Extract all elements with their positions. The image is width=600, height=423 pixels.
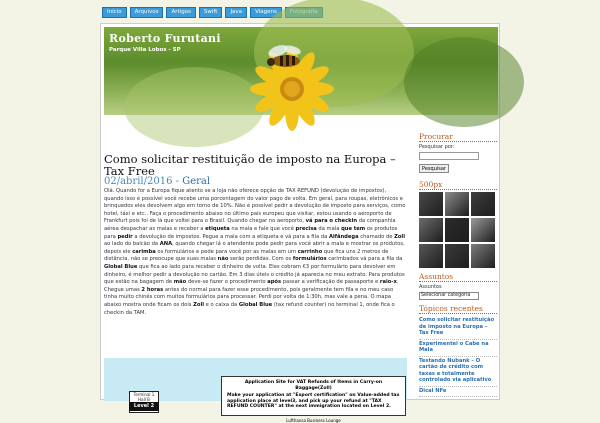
nav-tab[interactable]: Artigos [166, 7, 195, 18]
infographic-heading: Application Site for VAT Refunds of Items in Carry-on Baggage(Zoll) [244, 380, 383, 391]
post-body-bold: Alfândega [328, 233, 359, 240]
subjects-heading: Assuntos [419, 272, 497, 282]
post-meta [104, 176, 210, 187]
photo-thumbnail[interactable] [471, 192, 495, 216]
nav-tab[interactable]: Arquivos [130, 7, 164, 18]
category-select-value: Selecionar categoria [421, 293, 471, 298]
recent-post-link[interactable]: Experimentei o Cabe na Mala [419, 340, 497, 357]
photo-thumbnail[interactable] [471, 244, 495, 268]
photo-thumbnail[interactable] [471, 218, 495, 242]
post-body-text: que fica uns 2 metros de distância, não se preocupe que suas malas [104, 248, 389, 263]
post-body-text: . Chegue umas [104, 279, 399, 293]
post-body-bold: Zoll [193, 301, 205, 308]
post-body-bold: mão [173, 279, 187, 286]
post-body-text: a devolução de impostos. Pegue a mala com a etiqueta e vá para a fila da [132, 233, 329, 240]
post-body-text: da mala [316, 225, 342, 232]
recent-post-link[interactable]: Dical NFe [419, 387, 497, 398]
post-body-text: passar a verificação de passaporte e [281, 279, 380, 286]
post-body [104, 188, 407, 317]
page-frame [100, 23, 500, 423]
post-body-text: antes do normal para fazer esse procedimento, pois geralmente tem fila e no meu caso tinha muito chinês com muitos formulários para processar. Perdi por volta de 1:30h, mas vale a pena. O mapa abaixo mostra onde ficam os dois [104, 286, 394, 308]
post-body-bold: raio-x [379, 279, 397, 286]
nav-tab[interactable]: Viagens [250, 7, 282, 18]
post-body-bold: ANA [159, 241, 173, 248]
infographic-callout [221, 376, 406, 416]
post-body-text: que fica ao lado para receber o dinheiro de volta. Eles cobram €3 por formulário para devolver em dinheiro, é melhor pedir a devolução no cartão. Em 3 dias úteis o crédito já aparecia no meu extrato. Para produtos que estão na bagagem de [104, 263, 405, 286]
post-body-bold: etiqueta [205, 225, 230, 232]
post-body-text: Olá. Quando for a Europa fique atento se a loja não oferece opção de TAX REFUND (devolução de impostos), quando isso é possível você recebe uma porcentagem do valor pago de volta. Em geral, para roupas, eletrônicos e brinquedos eles devolvem algo em torno de 10%. Não é possível pedir a devolução de imposto para serviços, como hotel, táxi e etc.. Faça o procedimento abaixo no último país europeu que visitar, estou usando o aeroporto de Frankfurt pois foi de lá que voltei para o Brasil. Quando chegar no aeroporto, [104, 188, 406, 225]
recent-posts-list [419, 316, 497, 397]
post-body-text: e o caixa da [204, 301, 239, 308]
search-heading: Procurar [419, 132, 497, 142]
post-body-bold: Global Blue [238, 301, 273, 308]
post-body-bold: vá para o checkin [305, 218, 358, 225]
post-body-bold: Zoll [394, 233, 405, 240]
post-body-text: na mala e fale que você [229, 225, 296, 232]
photo-thumbnail[interactable] [419, 244, 443, 268]
post-body-text: (tax refund counter) no terminal 1, onde fica o checkin da TAM. [104, 301, 395, 316]
post-body-text: deve-se fazer o procedimento [186, 279, 268, 286]
post-body-bold: não [217, 256, 229, 263]
photo-thumbnail[interactable] [419, 218, 443, 242]
site-subtitle: Parque Villa Lobos - SP [109, 47, 181, 53]
post-body-bold: carimba [132, 248, 156, 255]
post-body-bold: pedir [117, 233, 133, 240]
post-body-bold: formulários [292, 256, 327, 263]
post-body-bold: após [267, 279, 282, 286]
nav-tab[interactable]: Java [225, 7, 247, 18]
subjects-label: Assuntos [419, 284, 442, 290]
nav-tab[interactable]: Início [102, 7, 127, 18]
category-select[interactable] [419, 292, 479, 300]
terminal-label: Terminal 1 Hall B [129, 391, 159, 413]
post-body-text: os produtos para [104, 225, 398, 240]
sidebar [419, 132, 497, 397]
post-body-text: ao lado do balcão da [104, 241, 160, 248]
post-title[interactable]: Como solicitar restituição de imposto na Europa – Tax Free [104, 152, 396, 178]
post-body-text: serão perdidas. Com os [228, 256, 293, 263]
photo-thumbnail[interactable] [419, 192, 443, 216]
post-meta-separator: - [172, 176, 183, 187]
post-date: 02/abril/2016 [104, 176, 173, 187]
level-label: Level 2 [129, 402, 159, 411]
tax-free-map-image [104, 358, 407, 423]
search-input[interactable] [419, 152, 479, 160]
post-body-bold: Global Blue [104, 263, 138, 270]
photo-grid [419, 192, 497, 268]
post-body-bold: 2 horas [141, 286, 164, 293]
post-body-bold: carrinho [297, 248, 323, 255]
infographic-body: Make your application at "Export certification" on Value-added tax application place at level3, and pick up your refund at "TAX REFUND COUNTER" at the next immigration located on Level 2. [227, 393, 400, 409]
search-label: Pesquisar por: [419, 144, 455, 150]
site-title[interactable]: Roberto Furutani [109, 32, 221, 45]
site-header [104, 27, 498, 115]
photos-heading: 500px [419, 180, 497, 190]
post-body-text: da companhia aérea despachar as malas e receber a [104, 218, 396, 232]
post-body-text: os formulários e pede para você por as malas em um [155, 248, 298, 255]
post-body-bold: precisa [295, 225, 317, 232]
recent-post-link[interactable]: Testando Nubank – O cartão de crédito com taxas e totalmente controlado via aplicativo [419, 357, 497, 387]
photo-thumbnail[interactable] [445, 192, 469, 216]
flower-bee-image [224, 39, 359, 115]
recent-post-link[interactable]: Como solicitar restituição de imposto na Europa – Tax Free [419, 316, 497, 340]
recent-heading: Tópicos recentes [419, 304, 497, 314]
post-body-bold: que tem [341, 225, 366, 232]
photo-thumbnail[interactable] [445, 244, 469, 268]
post-body-text: carimbados vá para a fila da [326, 256, 403, 263]
photo-thumbnail[interactable] [445, 218, 469, 242]
post-body-text: , quando chegar lá o atendente pode pedir para você abrir a mala e mostrar os produtos, depois ele [104, 241, 405, 255]
post-category-link[interactable]: Geral [182, 176, 211, 187]
nav-tab[interactable]: Swift [199, 7, 223, 18]
post-body-text: chamado de [358, 233, 395, 240]
search-button[interactable]: Pesquisar [419, 164, 449, 173]
lounge-label: Lufthansa Business Lounge [286, 418, 341, 423]
